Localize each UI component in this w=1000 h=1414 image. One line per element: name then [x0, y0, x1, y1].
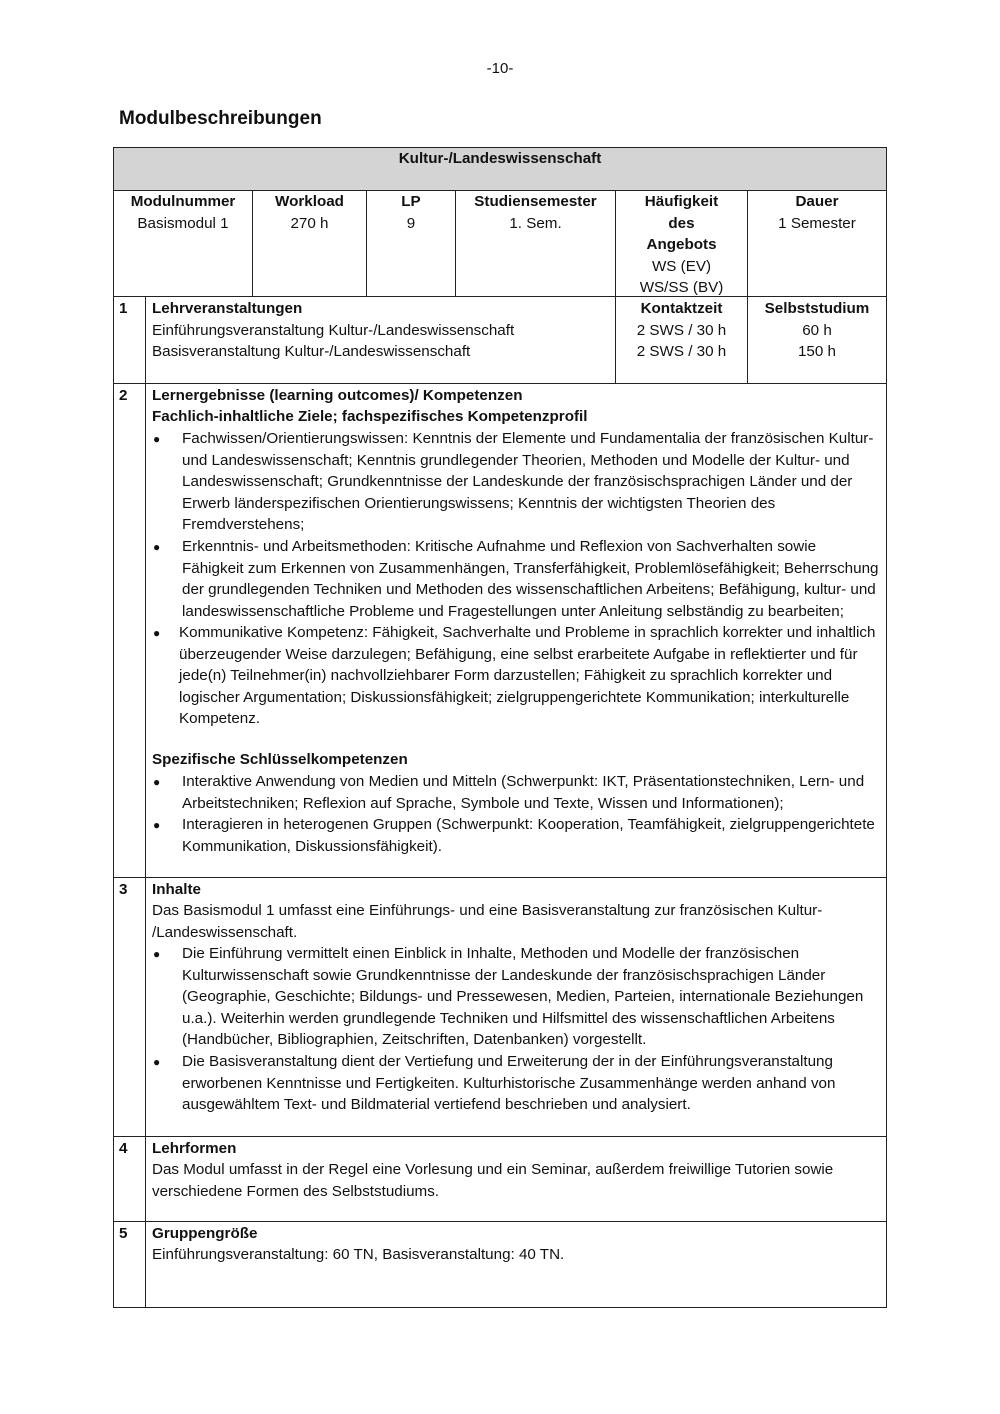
- self-study: [748, 298, 886, 363]
- bullet-icon: ●: [153, 775, 161, 789]
- section-title: Lehrveranstaltungen: [152, 300, 303, 317]
- contact-time: [616, 298, 747, 363]
- section-title: Inhalte: [152, 881, 201, 898]
- text-line: verschiedene Formen des Selbststudiums.: [152, 1182, 440, 1200]
- section-subtitle: Spezifische Schlüsselkompetenzen: [152, 751, 408, 768]
- bullet-icon: ●: [153, 947, 161, 961]
- header-studiensemester: [456, 191, 615, 234]
- text-line: jede(n) Teilnehmer(in) nachvollziehbarer Form darzustellen; Fähigkeit zu sprachlich korrekter und: [179, 667, 833, 685]
- text-line: /Landeswissenschaft.: [152, 923, 298, 941]
- contact-value: 2 SWS / 30 h: [636, 343, 727, 361]
- content-item: [182, 1051, 882, 1116]
- header-label: Studiensemester: [474, 193, 597, 210]
- header-label: Modulnummer: [130, 193, 236, 210]
- section-subtitle: Fachlich-inhaltliche Ziele; fachspezifisches Kompetenzprofil: [152, 408, 588, 425]
- header-value: 1. Sem.: [509, 214, 562, 232]
- course-item: Einführungsveranstaltung Kultur-/Landeswissenschaft: [152, 321, 515, 339]
- text-line: Fremdverstehens;: [182, 516, 305, 534]
- bullet-icon: ●: [153, 540, 161, 554]
- text-line: Die Einführung vermittelt einen Einblick in Inhalte, Methoden und Modelle der französischen: [182, 945, 800, 962]
- key-competence-item: [182, 771, 882, 814]
- row-divider: [113, 383, 887, 384]
- header-modulnummer: [114, 191, 252, 234]
- bullet-icon: ●: [153, 432, 161, 446]
- text-line: logischer Argumentation; Diskussionsfähigkeit; zielgruppengerichtete Kommunikation; interkulturelle: [179, 688, 850, 706]
- text-line: Fachwissen/Orientierungswissen: Kenntnis der Elemente und Fundamentalia der französischen Kultur-: [182, 430, 874, 447]
- header-lp: [367, 191, 455, 234]
- number-column-divider: [145, 296, 146, 1308]
- text-line: Kommunikation, Diskussionsfähigkeit).: [182, 837, 442, 855]
- module-title: Kultur-/Landeswissenschaft: [398, 150, 602, 167]
- section-1-content: [152, 298, 612, 363]
- row-divider: [113, 296, 887, 297]
- self-study-value: 60 h: [802, 321, 832, 339]
- bullet-icon: ●: [153, 818, 161, 832]
- header-value: 9: [406, 214, 416, 232]
- section-intro: [152, 900, 882, 943]
- text-line: Kulturwissenschaft sowie Grundkenntnisse der Landeskunde der französischsprachigen Länder: [182, 966, 826, 984]
- text-line: ausgewähltem Text- und Bildmaterial vertiefend beschrieben und analysiert.: [182, 1096, 691, 1114]
- text-line: Erwerb länderspezifischen Orientierungswissens; Kenntnis der wichtigsten Theorien des: [182, 494, 776, 512]
- text-line: überzeugender Weise darzulegen; Befähigung, eine selbst erarbeitete Aufgabe in reflektierter und für: [179, 645, 858, 663]
- text-line: u.a.). Weiterhin werden grundlegende Techniken und Hilfsmittel des wissenschaftlichen Arbeitens: [182, 1009, 835, 1027]
- competence-item: [179, 622, 882, 730]
- text-line: Interagieren in heterogenen Gruppen (Schwerpunkt: Kooperation, Teamfähigkeit, zielgruppengerichtete: [182, 816, 875, 833]
- header-value: 1 Semester: [778, 214, 856, 232]
- header-workload: [253, 191, 366, 234]
- key-competence-item: [182, 814, 882, 857]
- section-text: Einführungsveranstaltung: 60 TN, Basisveranstaltung: 40 TN.: [152, 1246, 565, 1263]
- content-item: [182, 943, 882, 1051]
- header-value: WS/SS (BV): [639, 279, 724, 297]
- text-line: Das Modul umfasst in der Regel eine Vorlesung und ein Seminar, außerdem freiwillige Tutorien sowie: [152, 1161, 834, 1178]
- text-line: Interaktive Anwendung von Medien und Mitteln (Schwerpunkt: IKT, Präsentationstechniken, Lern- und: [182, 773, 865, 790]
- page-title: Modulbeschreibungen: [119, 108, 322, 129]
- header-label: Dauer: [795, 193, 839, 210]
- text-line: Kompetenz.: [179, 710, 261, 728]
- competence-item: [182, 428, 882, 536]
- bullet-icon: ●: [153, 626, 161, 640]
- row-divider: [113, 1136, 887, 1137]
- section-number: 2: [119, 387, 128, 404]
- header-label: LP: [401, 193, 421, 210]
- text-line: erworbenen Kenntnisse und Fertigkeiten. Kulturhistorische Zusammenhänge werden anhand von: [182, 1074, 836, 1092]
- header-label: Häufigkeit des Angebots: [644, 193, 719, 254]
- text-line: (Handbücher, Bibliographien, Zeitschriften, Datenbanken) vorgestellt.: [182, 1031, 647, 1049]
- header-value: 270 h: [290, 214, 329, 232]
- section-number: 1: [119, 300, 128, 317]
- text-line: Das Basismodul 1 umfasst eine Einführungs- und eine Basisveranstaltung zur französischen Kultur-: [152, 902, 823, 919]
- contact-label: Kontaktzeit: [640, 300, 723, 317]
- text-line: (Geographie, Geschichte; Bildungs- und Pressewesen, Medien, Parteien, internationale Beziehungen: [182, 988, 864, 1006]
- text-line: landeswissenschaftliche Probleme und Fragestellungen unter Anleitung selbständig zu bearbeiten;: [182, 602, 844, 620]
- section-text: [152, 1159, 882, 1202]
- header-dauer: [748, 191, 886, 234]
- section-number: 4: [119, 1140, 128, 1157]
- header-value: Basismodul 1: [137, 214, 229, 232]
- section-number: 3: [119, 881, 128, 898]
- text-line: Fähigkeit zum Erkennen von Zusammenhängen, Transferfähigkeit, Problemlösefähigkeit; Beherrschung: [182, 559, 879, 577]
- header-haeufigkeit: [616, 191, 747, 299]
- section-title: Lehrformen: [152, 1140, 237, 1157]
- header-label: Workload: [275, 193, 344, 210]
- section-title: Lernergebnisse (learning outcomes)/ Kompetenzen: [152, 387, 523, 404]
- text-line: Die Basisveranstaltung dient der Vertiefung und Erweiterung der in der Einführungsveranstaltung: [182, 1053, 833, 1070]
- text-line: und Landeswissenschaft; Kenntnis grundlegender Theorien, Methoden und Modelle der Kultur- und: [182, 451, 850, 469]
- text-line: der grundlegenden Techniken und Methoden des wissenschaftlichen Arbeitens; Befähigung, kultur- und: [182, 581, 876, 599]
- self-study-label: Selbststudium: [764, 300, 870, 317]
- section-title: Gruppengröße: [152, 1225, 258, 1242]
- page-number: -10-: [486, 60, 514, 77]
- text-line: Arbeitstechniken; Reflexion auf Sprache, Symbole und Texte, Wissen und Informationen);: [182, 794, 784, 812]
- competence-item: [182, 536, 882, 622]
- self-study-value: 150 h: [797, 343, 836, 361]
- row-divider: [113, 1221, 887, 1222]
- bullet-icon: ●: [153, 1055, 161, 1069]
- text-line: Kommunikative Kompetenz: Fähigkeit, Sachverhalte und Probleme in sprachlich korrekter und inhaltlich: [179, 624, 876, 641]
- text-line: Landeswissenschaft; Grundkenntnisse der Landeskunde der französischsprachigen Länder und der: [182, 473, 853, 491]
- course-item: Basisveranstaltung Kultur-/Landeswissenschaft: [152, 343, 471, 361]
- row-divider: [113, 877, 887, 878]
- section-number: 5: [119, 1225, 128, 1242]
- contact-value: 2 SWS / 30 h: [636, 321, 727, 339]
- header-value: WS (EV): [651, 257, 712, 275]
- text-line: Erkenntnis- und Arbeitsmethoden: Kritische Aufnahme und Reflexion von Sachverhalten sowie: [182, 538, 817, 555]
